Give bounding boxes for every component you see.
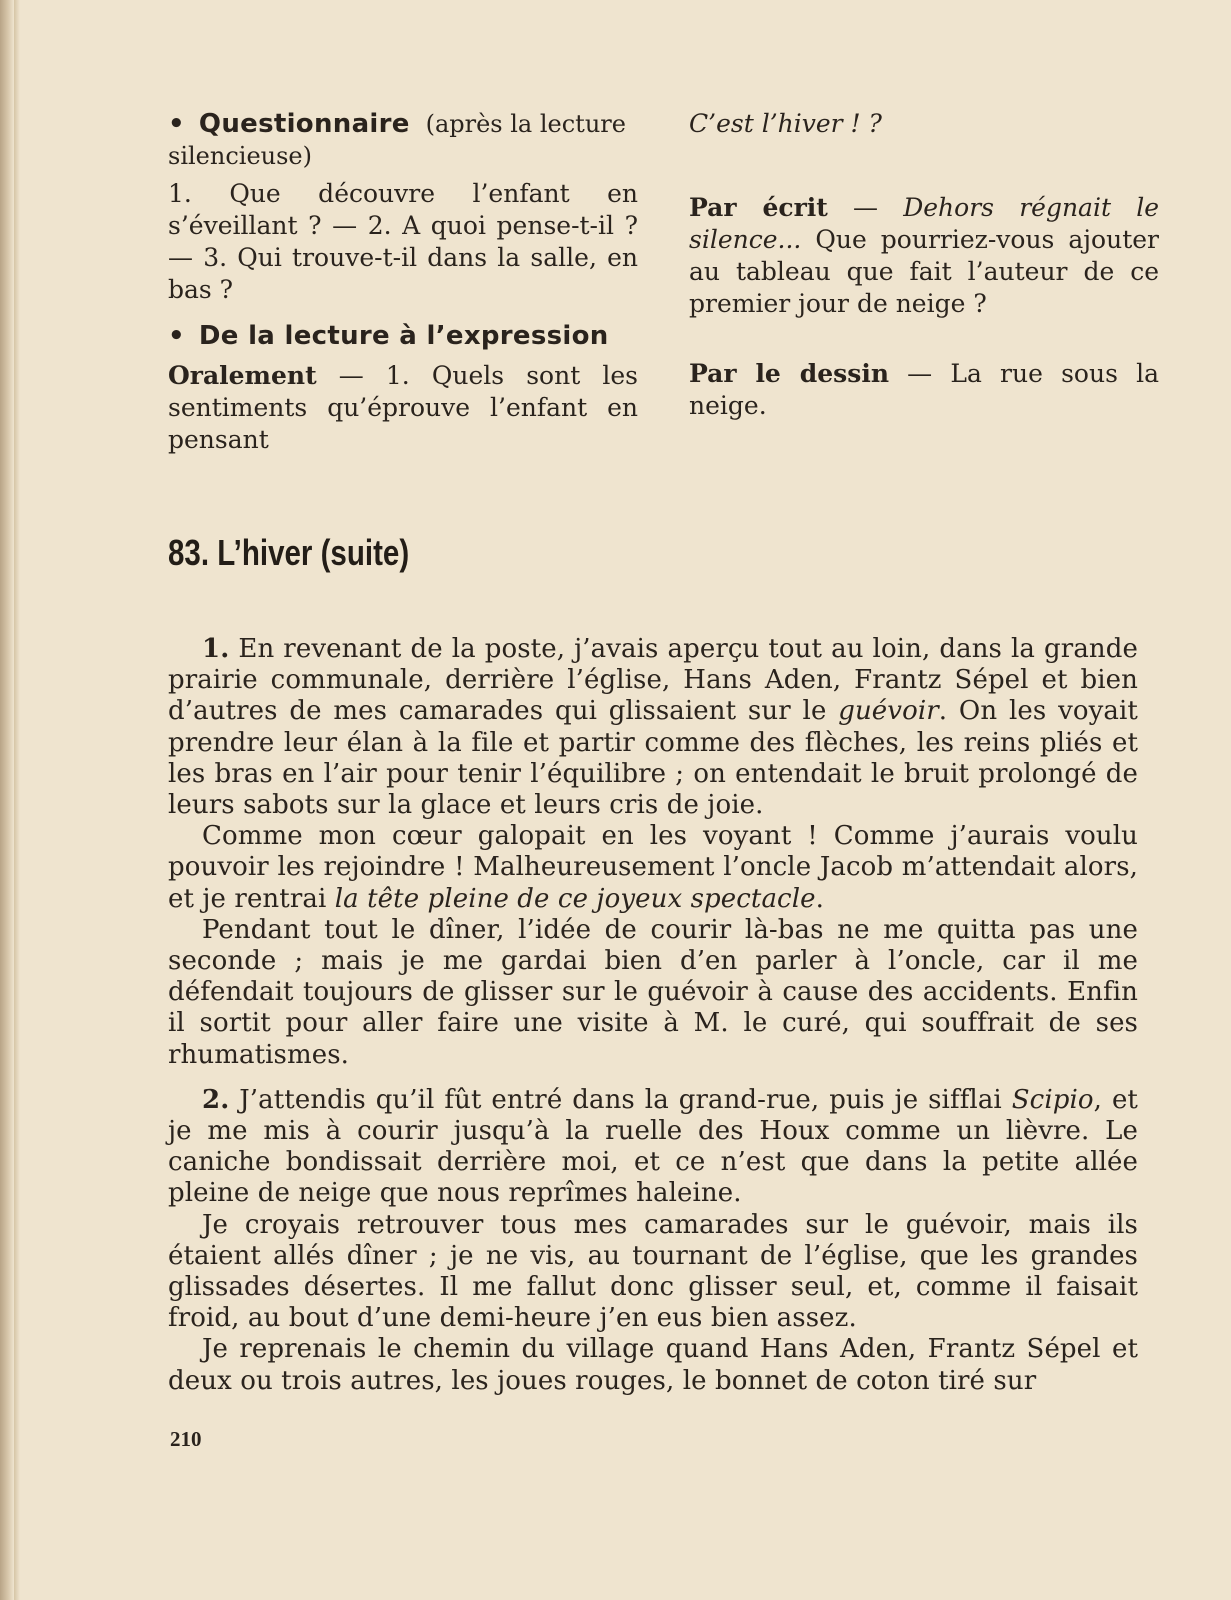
written-label: Par écrit bbox=[689, 193, 828, 222]
section-number: 1. bbox=[202, 634, 230, 664]
chapter-title: 83. L’hiver (suite) bbox=[168, 532, 410, 573]
page-edge bbox=[14, 0, 20, 1600]
oral-quote: C’est l’hiver ! ? bbox=[689, 109, 882, 138]
drawing-label: Par le dessin bbox=[689, 359, 889, 388]
expression-heading bbox=[168, 320, 638, 352]
page-number: 210 bbox=[170, 1427, 202, 1451]
written-text: Que pourriez-vous ajouter au tableau que fait l’auteur de ce premier jour de neige ? bbox=[689, 225, 1159, 318]
drawing-exercise bbox=[689, 358, 1159, 422]
paragraph: 1. En revenant de la poste, j’avais aperçu tout au loin, dans la grande prairie communale, derrière l’église, Hans Aden, Frantz Sépel et bien d’autres de mes camarades qui glissaient sur le guévoir. On les voyait prendre leur élan à la file et partir comme des flèches, les reins pliés et les bras en l’air pour tenir l’équilibre ; on entendait le bruit prolongé de leurs sabots sur la glace et leurs cris de joie. bbox=[168, 634, 1138, 821]
right-column bbox=[689, 108, 1159, 422]
oral-text: — 1. Quels sont les sentiments qu’éprouve l’enfant en pensant bbox=[168, 361, 638, 454]
written-quote: Dehors régnait le silence... bbox=[689, 193, 1159, 254]
expression-title: De la lecture à l’expression bbox=[198, 321, 609, 351]
left-column bbox=[168, 108, 638, 456]
drawing-text: — La rue sous la neige. bbox=[689, 359, 1159, 420]
oral-label: Oralement bbox=[168, 361, 317, 390]
bullet-icon: • bbox=[168, 321, 185, 351]
book-spine-shadow bbox=[0, 0, 14, 1600]
paragraph: Je croyais retrouver tous mes camarades sur le guévoir, mais ils étaient allés dîner ; je ne vis, au tournant de l’église, que les grandes glissades désertes. Il me fallut donc glisser seul, et, comme il faisait froid, au bout d’une demi-heure j’en eus bien assez. bbox=[168, 1209, 1138, 1334]
oral-exercise-start bbox=[168, 360, 638, 456]
questionnaire-questions: 1. Que découvre l’enfant en s’éveillant ? — 2. A quoi pense-t-il ? — 3. Qui trouve-t-il dans la salle, en bas ? bbox=[168, 179, 638, 304]
questionnaire-subtitle: (après la lecture bbox=[425, 110, 626, 138]
reading-text bbox=[168, 634, 1138, 1397]
questionnaire-subtitle-cont: silencieuse) bbox=[168, 142, 312, 170]
paragraph: Pendant tout le dîner, l’idée de courir là-bas ne me quitta pas une seconde ; mais je me gardai bien d’en parler à l’oncle, car il me défendait toujours de glisser sur le guévoir à cause des accidents. Enfin il sortit pour aller faire une visite à M. le curé, qui souffrait de ses rhumatismes. bbox=[168, 914, 1138, 1070]
questionnaire-title: Questionnaire bbox=[198, 109, 410, 139]
section-number: 2. bbox=[202, 1084, 230, 1115]
oral-exercise-cont bbox=[689, 108, 1159, 140]
paragraph: 2. J’attendis qu’il fût entré dans la grand-rue, puis je sifflai Scipio, et je me mis à courir jusqu’à la ruelle des Houx comme un lièvre. Le caniche bondissait derrière moi, et ce n’est que dans la petite allée pleine de neige que nous reprîmes haleine. bbox=[168, 1084, 1138, 1209]
paragraph: Comme mon cœur galopait en les voyant ! Comme j’aurais voulu pouvoir les rejoindre ! Malheureusement l’oncle Jacob m’attendait alors, et je rentrai la tête pleine de ce joyeux spectacle. bbox=[168, 821, 1138, 914]
written-exercise: Par écrit — Dehors régnait le silence... Que pourriez-vous ajouter au tableau que fait l’auteur de ce premier jour de neige ? bbox=[689, 193, 1159, 318]
bullet-icon: • bbox=[168, 109, 185, 139]
paragraph: Je reprenais le chemin du village quand Hans Aden, Frantz Sépel et deux ou trois autres, les joues rouges, le bonnet de coton tiré sur bbox=[168, 1334, 1138, 1396]
questionnaire-heading bbox=[168, 108, 638, 172]
